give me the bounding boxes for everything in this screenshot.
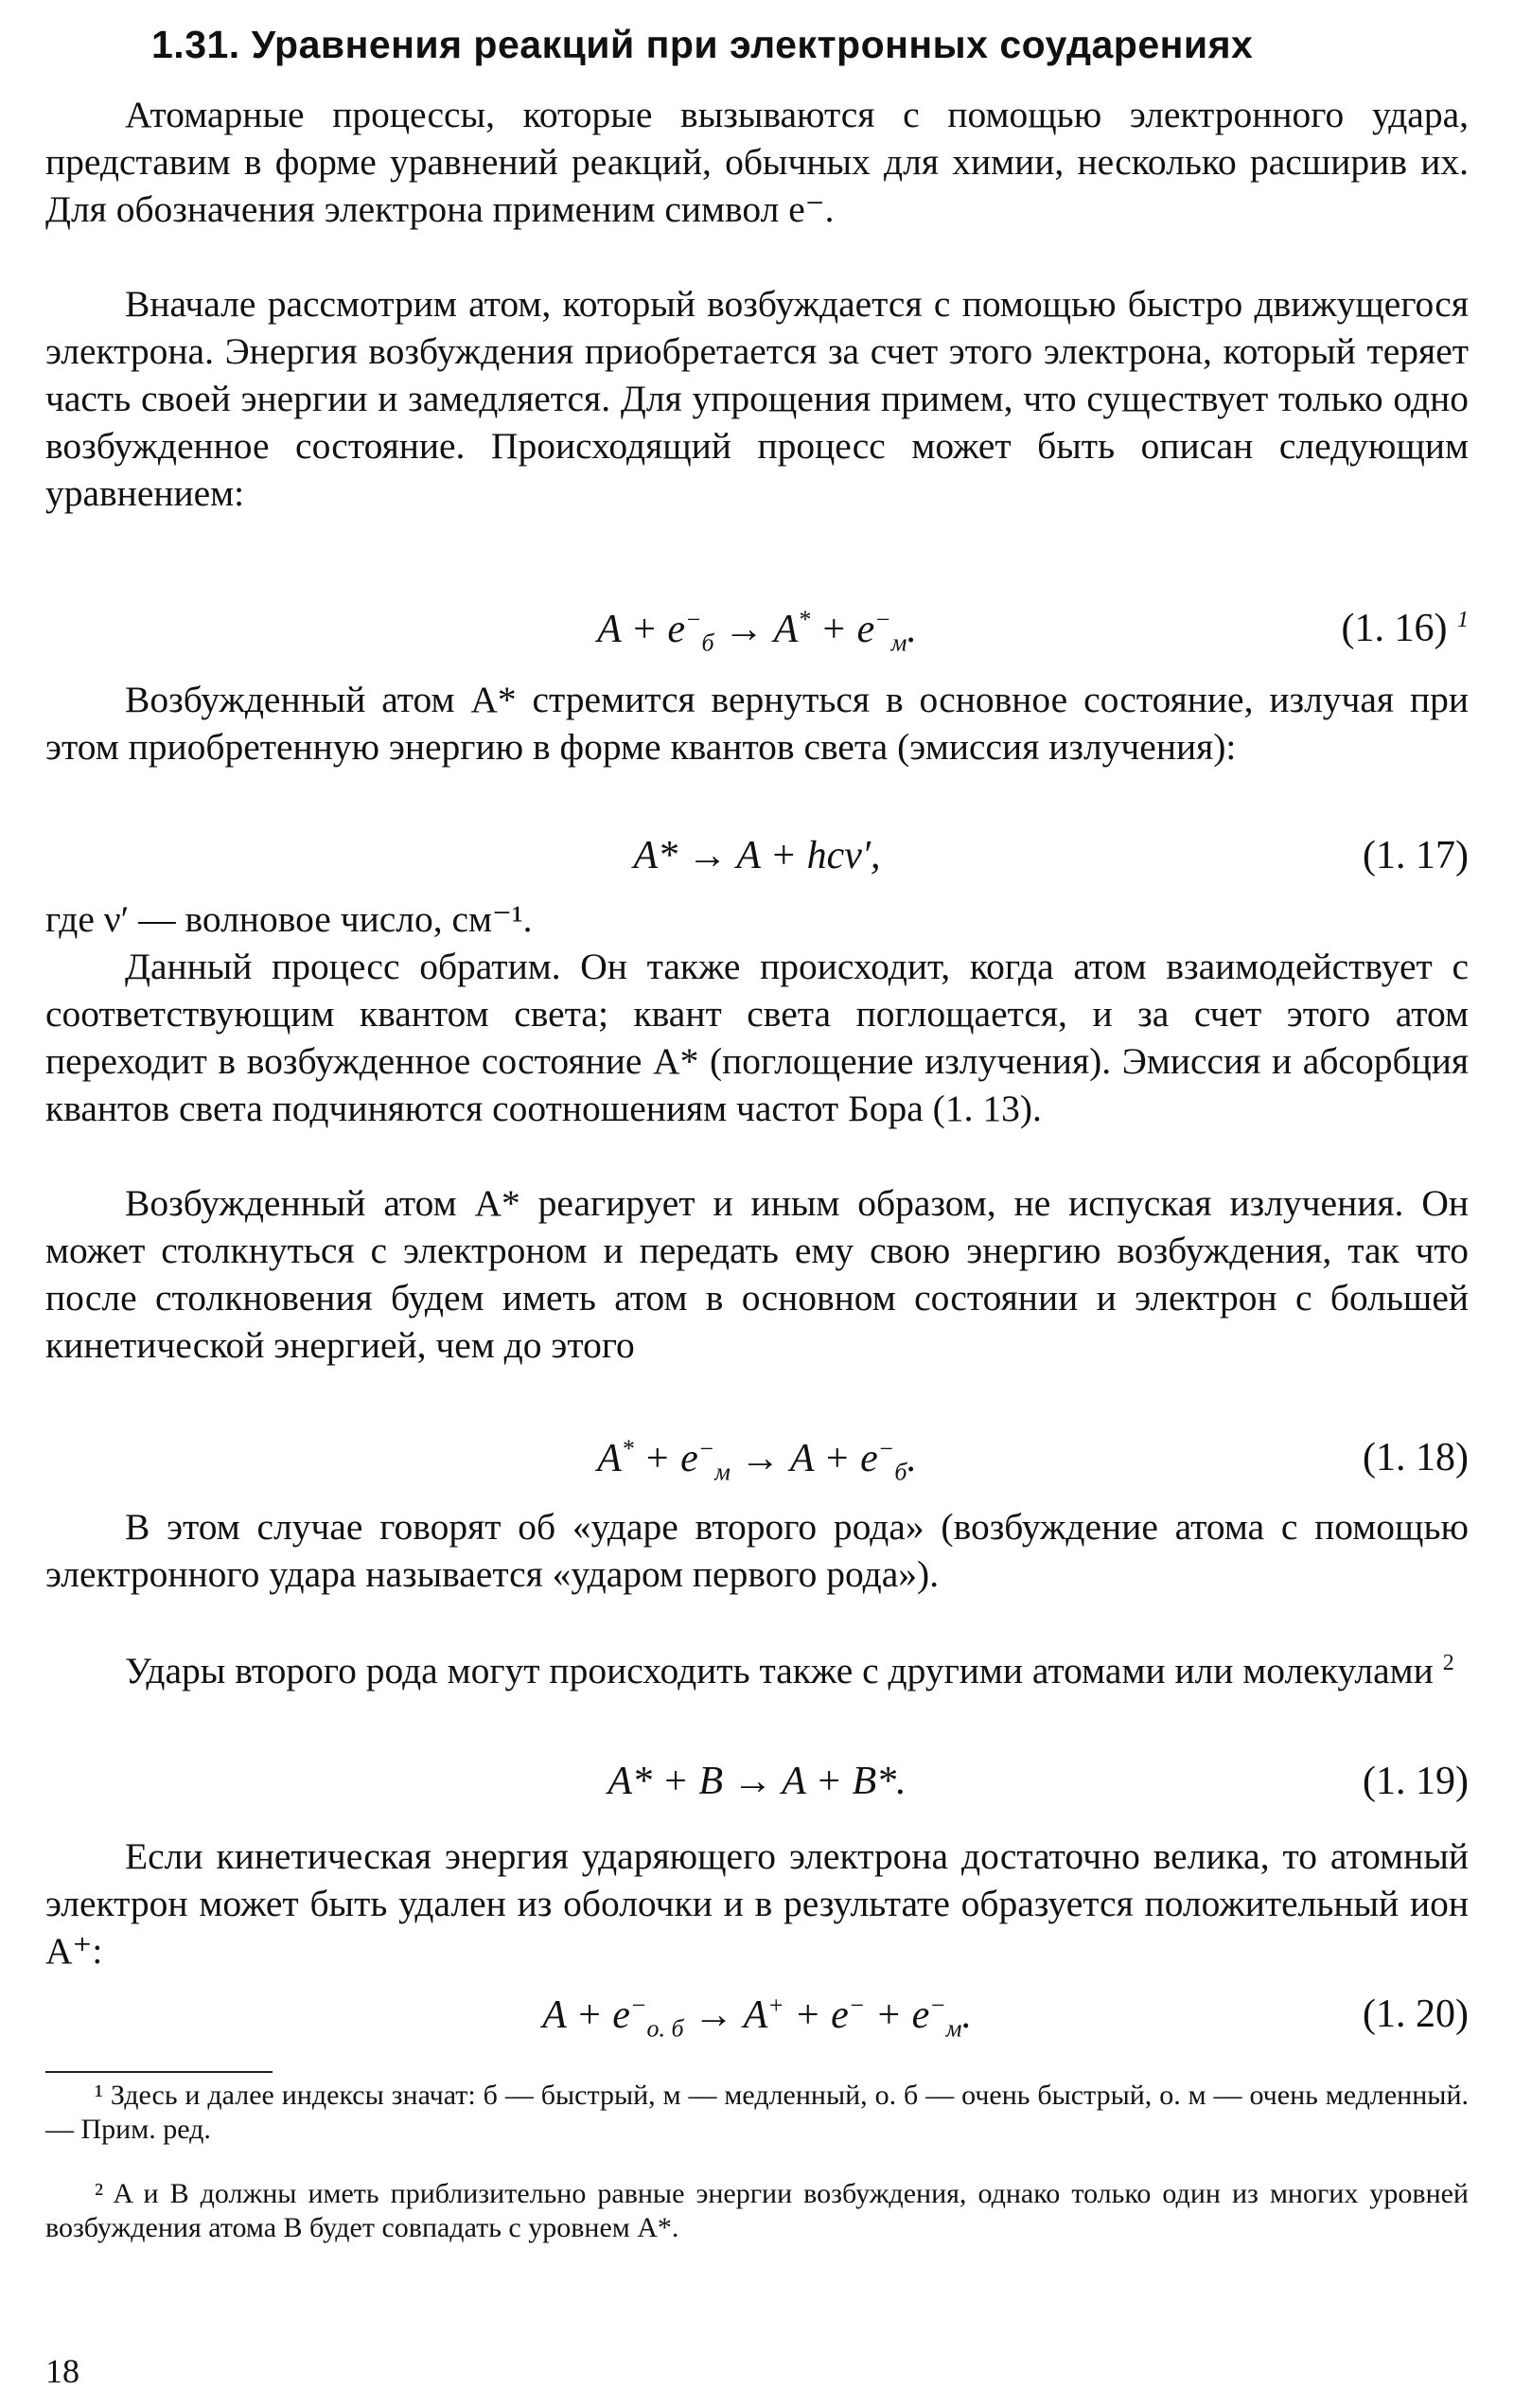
paragraph-emission: Возбужденный атом A* стремится вернуться в основное состояние, излучая при этом приобретенную энергию в форме квантов света (эмиссия излучения): xyxy=(45,679,1469,768)
paragraph-excitation: Вначале рассмотрим атом, который возбуждается с помощью быстро движущегося электрона. Энергия возбуждения приобретается за счет этого электрона, который теряет часть своей энергии и замедляется. Для упрощения примем, что существует только одно возбужденное состояние. Происходящий процесс может быть описан следующим уравнением: xyxy=(45,283,1469,514)
book-page xyxy=(45,0,1469,2408)
section-heading: 1.31. Уравнения реакций при электронных соударениях xyxy=(151,23,1254,66)
paragraph-ionization: Если кинетическая энергия ударяющего электрона достаточно велика, то атомный электрон может быть удален из оболочки и в результате образуется положительный ион A⁺: xyxy=(45,1835,1469,1972)
paragraph-absorption: Данный процесс обратим. Он также происходит, когда атом взаимодействует с соответствующим квантом света; квант света поглощается, и за счет этого атом переходит в возбужденное состояние A* (поглощение излучения). Эмиссия и абсорбция квантов света подчиняются соотношениям частот Бора (1. 13). xyxy=(45,946,1469,1129)
equation-1-19-number: (1. 19) xyxy=(1363,1760,1469,1803)
footnote-ref-1: 1 xyxy=(1457,608,1469,632)
equation-1-18-number: (1. 18) xyxy=(1363,1436,1469,1479)
footnote-ref-2: 2 xyxy=(1442,1650,1454,1675)
footnote-1: ¹ Здесь и далее индексы значат: б — быстрый, м — медленный, о. б — очень быстрый, о. м — очень медленный. — Прим. ред. xyxy=(45,2080,1469,2145)
paragraph-intro: Атомарные процессы, которые вызываются с помощью электронного удара, представим в форме уравнений реакций, обычных для химии, несколько расширив их. Для обозначения электрона применим символ e⁻. xyxy=(45,94,1469,230)
equation-1-16-formula: $A + e^-_б \to A^* + e^-_м$. xyxy=(597,606,917,657)
page-number: 18 xyxy=(45,2352,79,2390)
equation-1-17-formula: A* → A + hcν′, xyxy=(633,834,881,877)
equation-1-19 xyxy=(45,1759,1469,1812)
footnote-divider xyxy=(45,2071,273,2073)
equation-1-16 xyxy=(45,606,1469,659)
paragraph-collision: Возбужденный атом A* реагирует и иным образом, не испуская излучения. Он может столкнуться с электроном и передать ему свою энергию возбуждения, так что после столкновения будем иметь атом в основном состоянии и электрон с большей кинетической энергией, чем до этого xyxy=(45,1182,1469,1366)
paragraph-wavenumber: где ν′ — волновое число, см⁻¹. xyxy=(45,898,533,940)
equation-1-18 xyxy=(45,1435,1469,1488)
paragraph-second-kind: В этом случае говорят об «ударе второго рода» (возбуждение атома с помощью электронного удара называется «ударом первого рода»). xyxy=(45,1506,1469,1595)
paragraph-molecules: Удары второго рода могут происходить также с другими атомами или молекулами $^2$ xyxy=(125,1650,1454,1691)
equation-1-20-number: (1. 20) xyxy=(1363,1992,1469,2036)
equation-1-18-formula: $A^* + e^-_м \to A + e^-_б$. xyxy=(597,1435,917,1486)
equation-1-17-number: (1. 17) xyxy=(1363,834,1469,877)
equation-1-17 xyxy=(45,833,1469,886)
equation-1-16-number: (1. 16) $^1$ xyxy=(1341,607,1469,650)
equation-1-20 xyxy=(45,1992,1469,2045)
footnote-2: ² A и B должны иметь приблизительно равные энергии возбуждения, однако только один из многих уровней возбуждения атома B будет совпадать с уровнем A*. xyxy=(45,2178,1469,2243)
equation-1-20-formula: $A + e^-_{о. б} \to A^+ + e^- + e^-_м$. xyxy=(542,1992,972,2043)
equation-1-19-formula: A* + B → A + B*. xyxy=(607,1760,907,1803)
